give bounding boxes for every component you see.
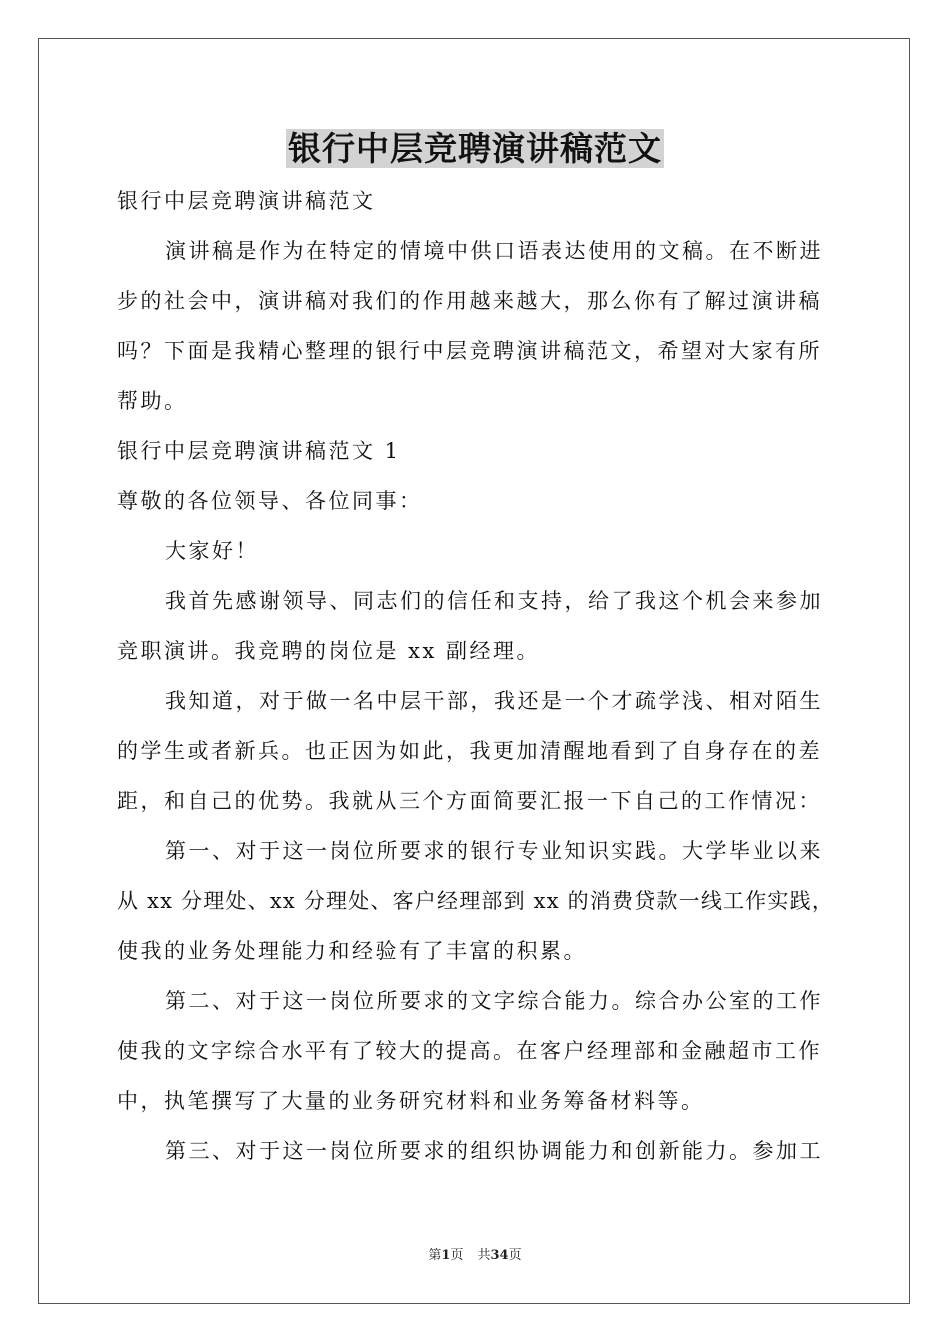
total-pages: 34 bbox=[490, 1248, 509, 1263]
page-prefix: 第 bbox=[428, 1248, 442, 1263]
salutation: 尊敬的各位领导、各位同事： bbox=[117, 489, 423, 513]
body-line: 使我的文字综合水平有了较大的提高。在客户经理部和金融超市工作 bbox=[117, 1039, 822, 1063]
body-line: 使我的业务处理能力和经验有了丰富的积累。 bbox=[117, 939, 587, 963]
body-line: 从 xx 分理处、xx 分理处、客户经理部到 xx 的消费贷款一线工作实践， bbox=[117, 889, 835, 913]
title-text: 银行中层竞聘演讲稿范文 bbox=[288, 129, 662, 168]
body-line: 距，和自己的优势。我就从三个方面简要汇报一下自己的工作情况： bbox=[117, 789, 822, 813]
body-line: 步的社会中，演讲稿对我们的作用越来越大，那么你有了解过演讲稿 bbox=[117, 289, 822, 313]
page-suffix: 页 bbox=[450, 1248, 464, 1263]
total-prefix: 共 bbox=[477, 1248, 491, 1263]
body-line: 吗？下面是我精心整理的银行中层竞聘演讲稿范文，希望对大家有所 bbox=[117, 339, 822, 363]
total-suffix: 页 bbox=[508, 1248, 522, 1263]
page-footer bbox=[0, 1246, 950, 1266]
section-heading: 银行中层竞聘演讲稿范文 1 bbox=[117, 439, 401, 463]
body-line: 竞职演讲。我竞聘的岗位是 xx 副经理。 bbox=[117, 639, 541, 663]
page-number: 1 bbox=[441, 1248, 451, 1263]
body-line: 第二、对于这一岗位所要求的文字综合能力。综合办公室的工作 bbox=[165, 989, 823, 1013]
document-title bbox=[0, 126, 950, 172]
body-line: 银行中层竞聘演讲稿范文 bbox=[117, 189, 376, 213]
body-line: 的学生或者新兵。也正因为如此，我更加清醒地看到了自身存在的差 bbox=[117, 739, 822, 763]
body-line: 我首先感谢领导、同志们的信任和支持，给了我这个机会来参加 bbox=[165, 589, 823, 613]
body-line: 我知道，对于做一名中层干部，我还是一个才疏学浅、相对陌生 bbox=[165, 689, 823, 713]
body-line: 演讲稿是作为在特定的情境中供口语表达使用的文稿。在不断进 bbox=[165, 239, 823, 263]
body-line: 中，执笔撰写了大量的业务研究材料和业务筹备材料等。 bbox=[117, 1089, 705, 1113]
body-line: 第一、对于这一岗位所要求的银行专业知识实践。大学毕业以来 bbox=[165, 839, 823, 863]
body-line: 第三、对于这一岗位所要求的组织协调能力和创新能力。参加工 bbox=[165, 1139, 823, 1163]
document-body bbox=[117, 176, 837, 1176]
body-line: 帮助。 bbox=[117, 389, 188, 413]
greeting: 大家好！ bbox=[165, 539, 259, 563]
